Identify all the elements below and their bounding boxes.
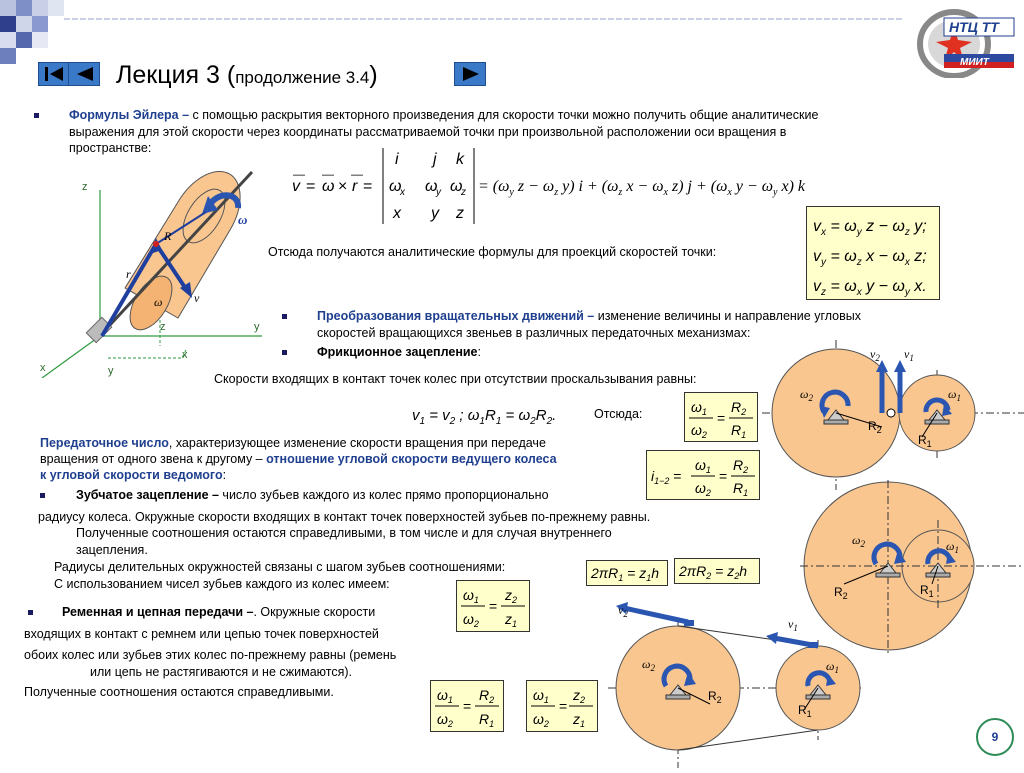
- svg-text:ω1: $\omega_1$: [533, 687, 549, 705]
- teeth-ratio-formula: [456, 580, 530, 632]
- svg-text:z: z: [160, 321, 166, 333]
- euler-3d-diagram: [30, 168, 270, 378]
- svg-text:—: —: [351, 167, 363, 181]
- belt-heading: Ременная и цепная передачи –: [62, 605, 254, 619]
- title-close: ): [369, 61, 378, 89]
- svg-text:ω: ω: [238, 212, 248, 227]
- svg-text:ω2: $\omega_2$: [691, 422, 707, 440]
- svg-text:z2: $z_2$: [573, 687, 586, 705]
- euler-line1: [69, 107, 818, 124]
- belt-line3: обоих колес или зубьев этих колес по-прежнему равны (ремень: [24, 648, 397, 662]
- svg-text:R2: $R_2$: [834, 585, 848, 601]
- bullet-friction: [282, 350, 287, 355]
- svg-text:R2: $R_2$: [868, 419, 882, 435]
- svg-text:R2: $R_2$: [708, 689, 722, 705]
- svg-text:z: z: [456, 205, 464, 222]
- svg-text:ω: ω: [322, 178, 335, 195]
- svg-text:ω: ω: [450, 178, 463, 195]
- svg-text:y: y: [254, 321, 260, 333]
- svg-text:2πR1 = z1h: $2\pi R_1 = z_1h$: [591, 565, 660, 583]
- page-number: 9: [991, 730, 999, 744]
- friction-equality-formula: [410, 402, 590, 428]
- svg-text:=: =: [719, 468, 728, 484]
- svg-text:vz = ωx y − ωy x.: $v_z = \omega_x$ $y - \omega_y$ x.: [813, 278, 927, 298]
- svg-text:v1: $v_1$: [788, 617, 798, 633]
- page-title: [116, 60, 378, 93]
- rotation-text1: изменение величины и направление угловых: [594, 309, 862, 323]
- bullet-rotation: [282, 314, 287, 319]
- svg-text:ω2: $\omega_2$: [463, 611, 479, 629]
- svg-text:x: x: [182, 349, 188, 361]
- friction-wheels-diagram: [762, 340, 1024, 490]
- friction-heading: Фрикционное зацепление: [317, 345, 478, 359]
- gear-line5: Радиусы делительных окружностей связаны с шагом зубьев соотношениями:: [54, 560, 506, 574]
- svg-text:ω1: $\omega_1$: [948, 387, 961, 403]
- svg-text:x: x: [393, 205, 401, 222]
- svg-text:R1: $R_1$: [733, 480, 749, 498]
- belt-line1: [62, 604, 375, 621]
- first-slide-icon: [39, 63, 69, 85]
- gear-line4: зацепления.: [76, 543, 148, 557]
- svg-text:v2: $v_2$: [618, 603, 628, 619]
- next-arrow-icon: [455, 63, 485, 85]
- svg-text:j: j: [433, 151, 437, 168]
- bullet-gear: [40, 493, 45, 498]
- ratio-text2b: отношение угловой скорости ведущего колеса: [266, 452, 557, 466]
- svg-text:ω1: $\omega_1$: [691, 399, 707, 417]
- prev-arrow-icon: [69, 63, 99, 85]
- title-main: Лекция 3 (: [116, 61, 236, 89]
- svg-text:—: —: [293, 167, 305, 181]
- svg-text:×: ×: [338, 178, 348, 195]
- transmission-ratio-formula: [646, 450, 760, 500]
- gear-line3: Полученные соотношения остаются справедливыми, в том числе и для случая внутреннего: [76, 526, 612, 540]
- svg-text:—: —: [322, 167, 334, 181]
- svg-text:ω2: $\omega_2$: [852, 533, 865, 549]
- svg-text:v: v: [292, 178, 300, 195]
- svg-text:R1: $R_1$: [479, 711, 495, 729]
- svg-text:=: =: [306, 178, 316, 195]
- svg-text:R1: $R_1$: [918, 433, 932, 449]
- svg-text:y: y: [108, 365, 114, 377]
- page-number-badge: [976, 718, 1014, 756]
- svg-text:x: x: [40, 362, 46, 374]
- svg-text:z: z: [82, 181, 88, 193]
- svg-text:R2: $R_2$: [733, 457, 749, 475]
- svg-text:ω: ω: [425, 178, 438, 195]
- svg-text:ω2: $\omega_2$: [800, 387, 813, 403]
- svg-text:ω1: $\omega_1$: [437, 687, 453, 705]
- title-sub: продолжение 3.4: [235, 68, 370, 87]
- gear-line6: С использованием чисел зубьев каждого из колес имеем:: [54, 577, 390, 591]
- svg-text:z: z: [461, 187, 466, 198]
- ratio-line1: [40, 435, 546, 452]
- svg-text:v2: $v_2$: [870, 347, 880, 363]
- bullet-belt: [28, 610, 33, 615]
- svg-text:z1: $z_1$: [505, 611, 518, 629]
- svg-text:=: =: [363, 178, 373, 195]
- svg-text:k: k: [456, 151, 464, 168]
- euler-heading: Формулы Эйлера –: [69, 108, 190, 122]
- gear-line1: [76, 487, 549, 504]
- euler-text1: с помощью раскрытия векторного произведения для скорости точки можно получить общие аналитические: [189, 108, 819, 122]
- svg-text:ω1: $\omega_1$: [695, 457, 711, 475]
- ratio-text3b: :: [222, 468, 227, 482]
- svg-text:v1 = v2 ; ω1R1 = ω2R2.: $v_1 = v_2$ ; $\omega_1R_1 = \omega_2R_2$.: [412, 407, 557, 427]
- svg-text:z2: $z_2$: [505, 587, 518, 605]
- svg-text:R1: $R_1$: [731, 422, 747, 440]
- friction-line: Скорости входящих в контакт точек колес при отсутствии проскальзывания равны:: [214, 372, 697, 386]
- euler-analytic-text: Отсюда получаются аналитические формулы для проекций скоростей точки:: [268, 245, 717, 259]
- svg-text:= (ωy z − ωz y) i + (ωz x − ωx: = ($\omega_y$ $z - \omega_z$ y) $i + (\omega_z$ $x - \omega_x$ z) $j + (\omega_x$ $y - \omega_y$ x) k: [478, 178, 806, 198]
- belt-line4: или цепь не растягиваются и не сжимаются).: [90, 665, 353, 679]
- svg-text:ω2: $\omega_2$: [533, 711, 549, 729]
- rotation-line2: скоростей вращающихся звеньев в различных передаточных механизмах:: [317, 326, 751, 340]
- gear-text1: число зубьев каждого из колес прямо пропорционально: [218, 488, 549, 502]
- svg-text:ω1: $\omega_1$: [463, 587, 479, 605]
- belt-drive-diagram: [608, 600, 864, 768]
- svg-text:ω: ω: [154, 295, 163, 309]
- svg-text:R: R: [164, 229, 172, 243]
- svg-text:ω: ω: [389, 178, 402, 195]
- ratio-heading: Передаточное число: [40, 436, 169, 450]
- friction-colon: :: [477, 345, 481, 359]
- ratio-text1: , характеризующее изменение скорости вращения при передаче: [168, 436, 546, 450]
- svg-text:z1: $z_1$: [573, 711, 586, 729]
- belt-line5: Полученные соотношения остаются справедливыми.: [24, 685, 334, 699]
- logo-bottom-text: МИИТ: [960, 57, 989, 68]
- friction-heading-line: [317, 344, 481, 361]
- svg-text:=: =: [717, 410, 726, 426]
- svg-text:R1: $R_1$: [798, 703, 812, 719]
- ratio-line2: [40, 451, 557, 468]
- belt-text1: . Окружные скорости: [253, 605, 376, 619]
- pitch-formula-1: [586, 560, 668, 586]
- friction-ratio-formula: [684, 392, 758, 442]
- svg-text:ω1: $\omega_1$: [826, 659, 839, 675]
- logo-top-text: НТЦ ТТ: [949, 19, 999, 35]
- pitch-formula-2: [674, 558, 760, 584]
- svg-text:r: r: [352, 178, 358, 195]
- euler-line2: выражения для этой скорости через координаты рассматриваемой точки при произвольной расположении оси вращения в: [69, 125, 787, 139]
- bullet-euler: [34, 113, 39, 118]
- svg-text:ω1: $\omega_1$: [946, 539, 959, 555]
- svg-text:v: v: [194, 291, 200, 305]
- svg-text:vy = ωz x − ωx z;: $v_y = \omega_z$ $x - \omega_x$ z;: [813, 248, 927, 268]
- ratio-text3: к угловой скорости ведомого: [40, 468, 223, 482]
- svg-text:=: =: [559, 698, 568, 714]
- svg-text:y: y: [436, 187, 441, 198]
- belt-ratio-formula-2: [526, 680, 598, 732]
- svg-text:y: y: [431, 205, 439, 222]
- velocity-projection-formulas: [806, 206, 940, 300]
- euler-line3: пространстве:: [69, 141, 152, 155]
- prev-slide-button[interactable]: [68, 62, 100, 86]
- logo: [914, 6, 1020, 78]
- belt-line2: входящих в контакт с ремнем или цепью точек поверхностей: [24, 627, 379, 641]
- first-slide-button[interactable]: [38, 62, 70, 86]
- svg-text:2πR2 = z2h: $2\pi R_2 = z_2h$: [679, 563, 748, 581]
- svg-text:ω2: $\omega_2$: [642, 657, 655, 673]
- svg-text:=: =: [463, 698, 472, 714]
- belt-ratio-formula-1: [430, 680, 504, 732]
- svg-text:R2: $R_2$: [731, 399, 747, 417]
- gear-heading: Зубчатое зацепление –: [76, 488, 219, 502]
- svg-text:vx = ωy z − ωz y;: $v_x = \omega_y$ $z - \omega_z$ y;: [813, 218, 927, 238]
- svg-text:x: x: [400, 187, 405, 198]
- ratio-line3: [40, 467, 226, 484]
- svg-text:=: =: [489, 598, 498, 614]
- svg-text:i: i: [395, 151, 399, 168]
- svg-text:ω2: $\omega_2$: [437, 711, 453, 729]
- euler-vector-formula: [292, 142, 872, 226]
- svg-text:ω2: $\omega_2$: [695, 480, 711, 498]
- svg-text:r: r: [126, 267, 131, 281]
- rotation-line1: [317, 308, 861, 325]
- svg-text:i1−2 =: $i_{1-2}$ =: [651, 468, 682, 486]
- rotation-heading: Преобразования вращательных движений –: [317, 309, 595, 323]
- svg-text:v1: $v_1$: [904, 347, 914, 363]
- next-slide-button[interactable]: [454, 62, 486, 86]
- svg-text:R2: $R_2$: [479, 687, 495, 705]
- gear-line2: радиусу колеса. Окружные скорости входящих в контакт точек поверхностей зубьев по-прежнему равны.: [38, 510, 651, 524]
- friction-hence: Отсюда:: [594, 407, 643, 421]
- svg-text:R1: $R_1$: [920, 583, 934, 599]
- ratio-text2: вращения от одного звена к другому –: [40, 452, 267, 466]
